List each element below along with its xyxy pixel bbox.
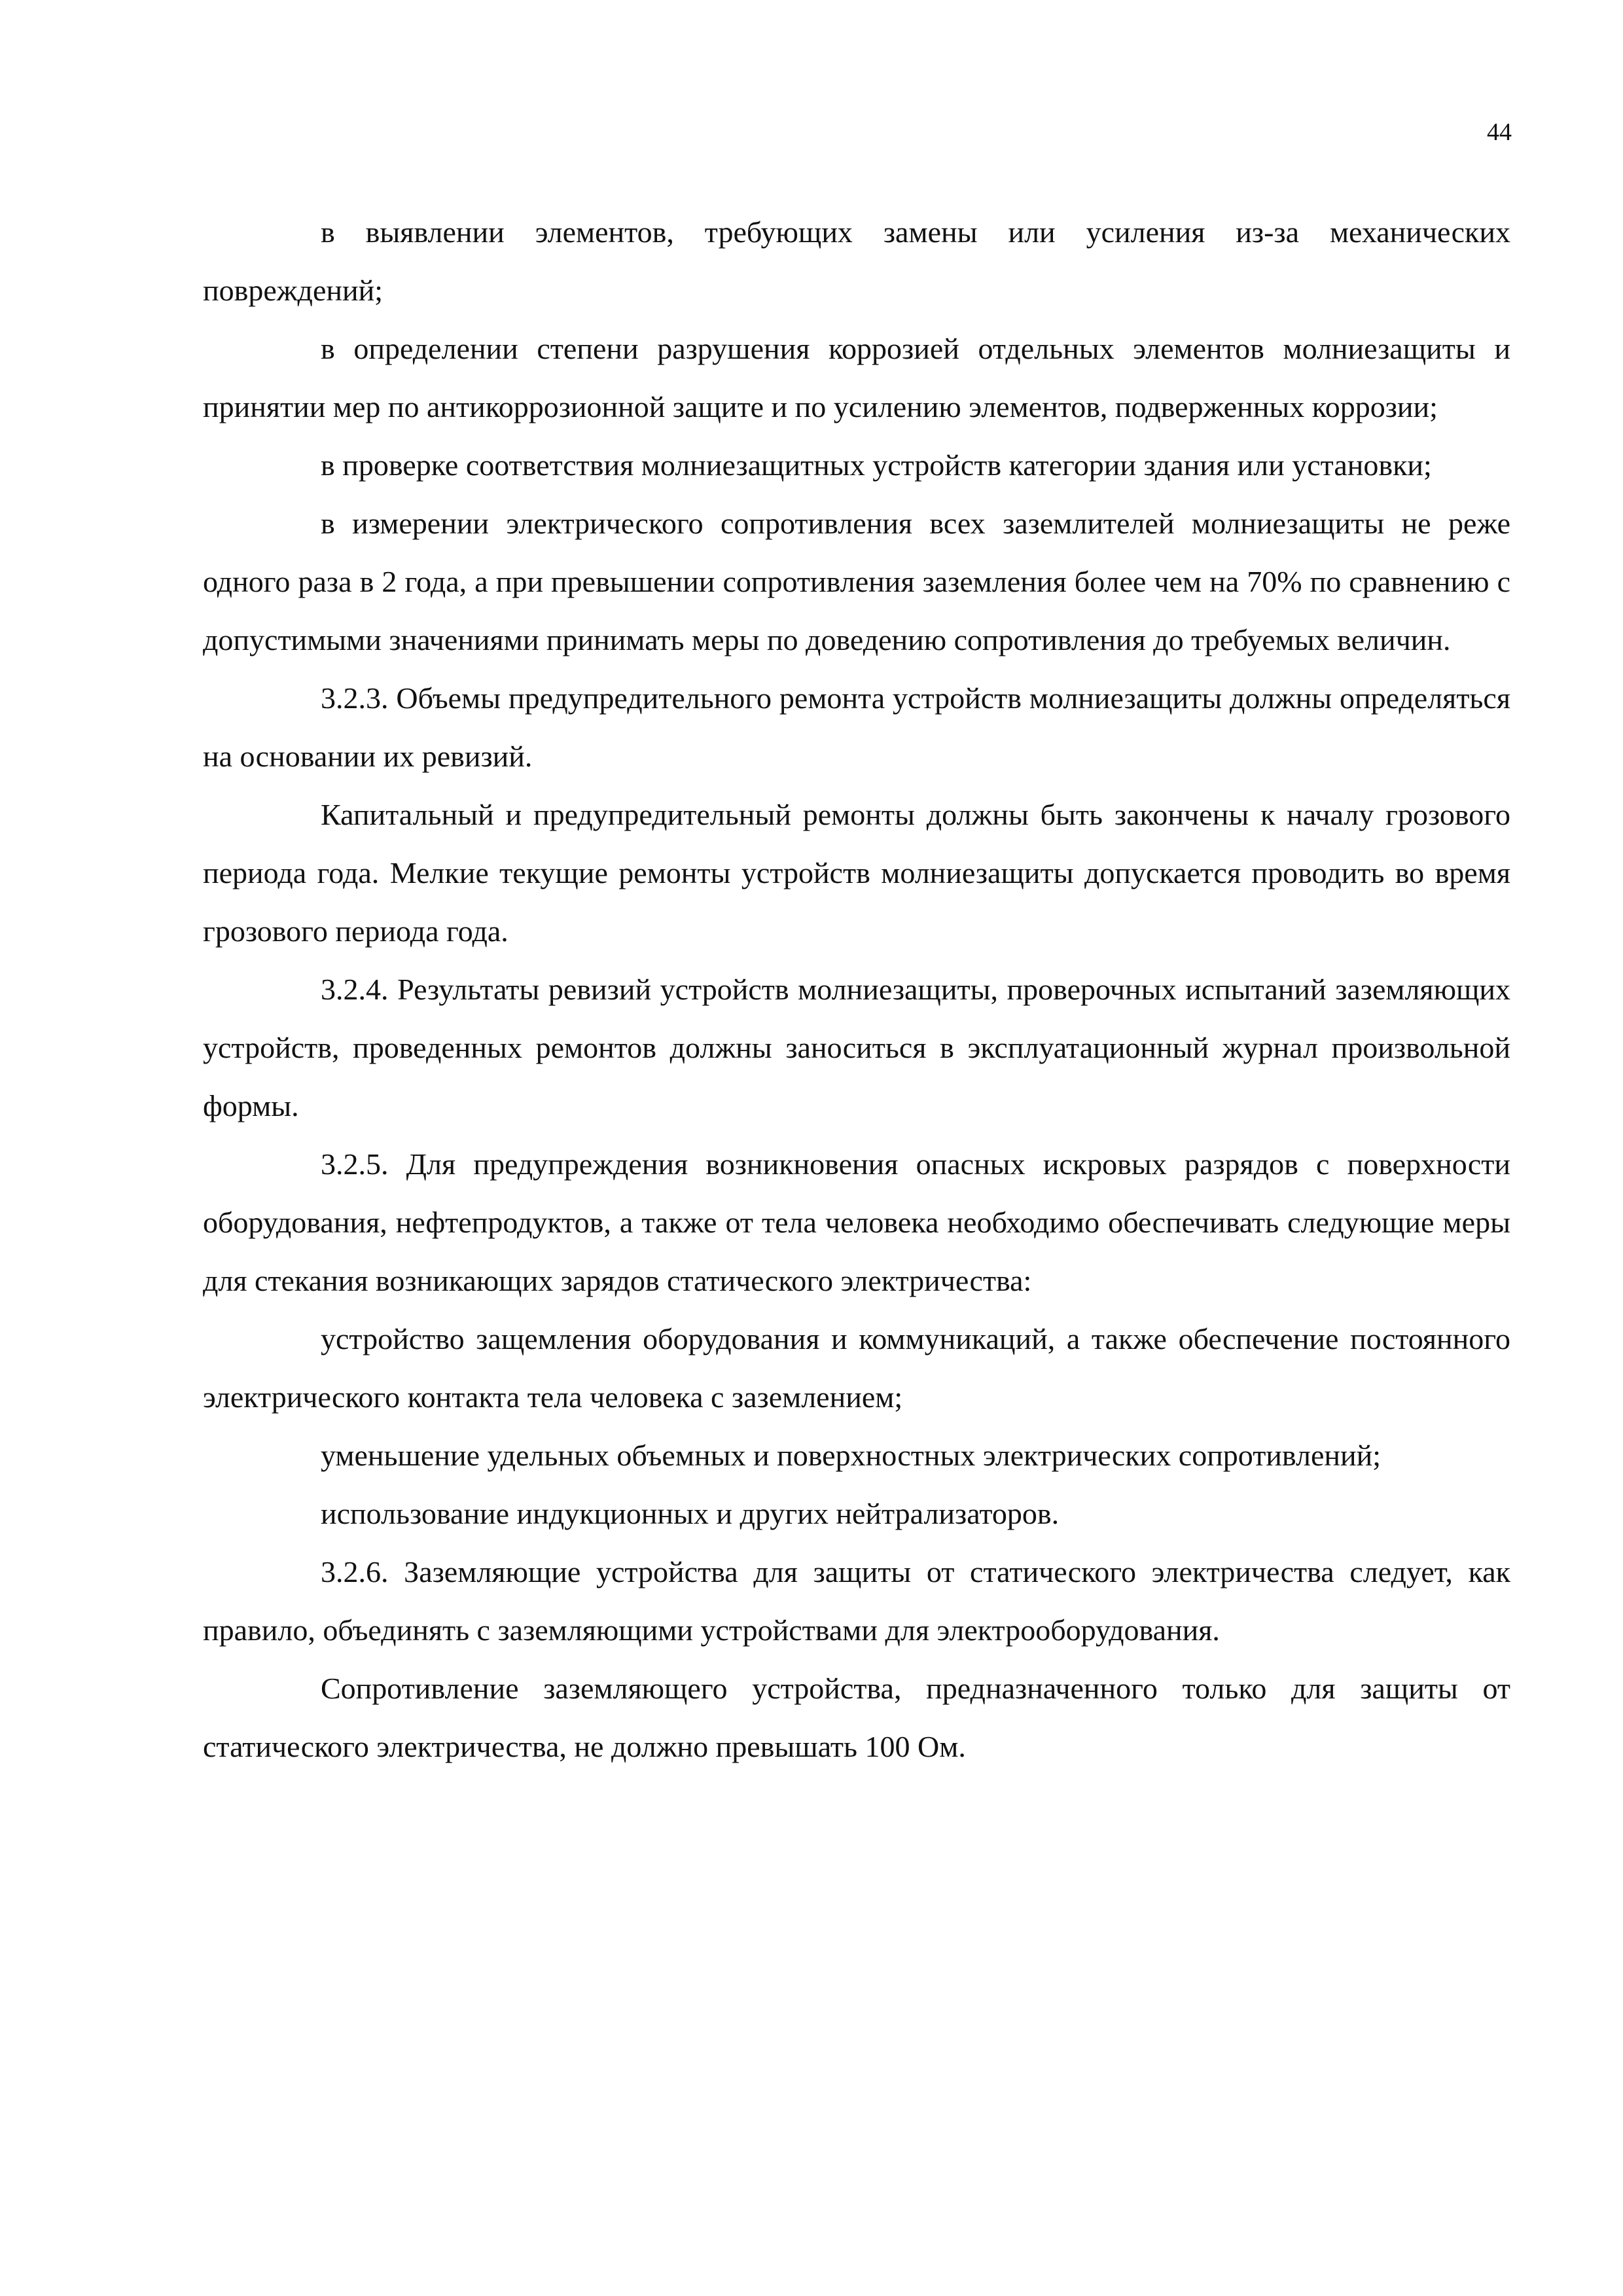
page-number: 44 <box>1487 118 1512 146</box>
paragraph-grounding-equipment: устройство защемления оборудования и коммуникаций, а также обеспечение постоянного электрического контакта тела человека с заземлением; <box>203 1322 1510 1414</box>
paragraph-category-check: в проверке соответствия молниезащитных устройств категории здания или установки; <box>321 448 1432 482</box>
paragraph-3-2-5: 3.2.5. Для предупреждения возникновения опасных искровых разрядов с поверхности оборудования, нефтепродуктов, а также от тела человека необходимо обеспечивать следующие меры для стекания возникающих зарядов статического электричества: <box>203 1147 1510 1297</box>
paragraph-corrosion: в определении степени разрушения коррозией отдельных элементов молниезащиты и принятии мер по антикоррозионной защите и по усилению элементов, подверженных коррозии; <box>203 332 1510 423</box>
paragraph-3-2-4: 3.2.4. Результаты ревизий устройств молниезащиты, проверочных испытаний заземляющих устройств, проведенных ремонтов должны заноситься в эксплуатационный журнал произвольной формы. <box>203 973 1510 1122</box>
paragraph-3-2-6: 3.2.6. Заземляющие устройства для защиты от статического электричества следует, как правило, объединять с заземляющими устройствами для электрооборудования. <box>203 1555 1510 1647</box>
paragraph-3-2-3: 3.2.3. Объемы предупредительного ремонта устройств молниезащиты должны определяться на основании их ревизий. <box>203 681 1510 773</box>
paragraph-resistance-limit: Сопротивление заземляющего устройства, предназначенного только для защиты от статического электричества, не должно превышать 100 Ом. <box>203 1672 1510 1763</box>
document-body <box>203 203 1510 1776</box>
paragraph-neutralizers: использование индукционных и других нейтрализаторов. <box>321 1497 1060 1530</box>
paragraph-reduce-resistance: уменьшение удельных объемных и поверхностных электрических сопротивлений; <box>321 1439 1382 1472</box>
paragraph-mechanical-damage: в выявлении элементов, требующих замены или усиления из-за механических повреждений; <box>203 215 1510 307</box>
paragraph-resistance-measurement: в измерении электрического сопротивления всех заземлителей молниезащиты не реже одного раза в 2 года, а при превышении сопротивления заземления более чем на 70% по сравнению с допустимыми значениями принимать меры по доведению сопротивления до требуемых величин. <box>203 507 1510 656</box>
paragraph-repairs: Капитальный и предупредительный ремонты должны быть закончены к началу грозового периода года. Мелкие текущие ремонты устройств молниезащиты допускается проводить во время грозового периода года. <box>203 798 1510 948</box>
